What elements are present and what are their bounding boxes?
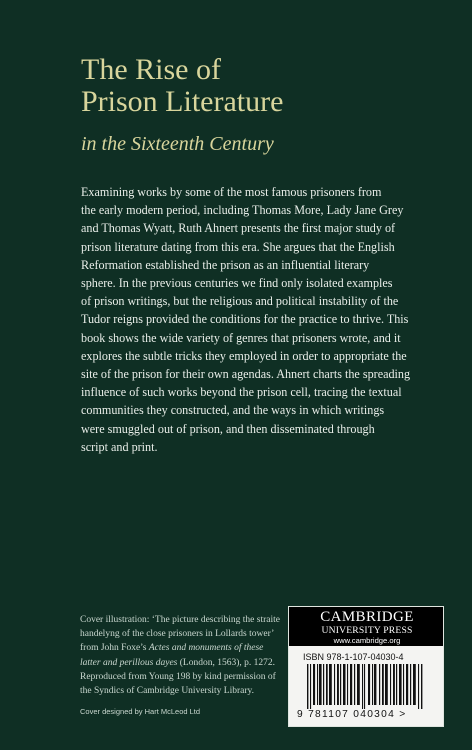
- publisher-name: CAMBRIDGE: [320, 609, 414, 625]
- description-line-9: book shows the wide variety of genres that prisoners wrote, and it: [81, 330, 401, 345]
- description-line-3: and Thomas Wyatt, Ruth Ahnert presents the first major study of: [81, 221, 396, 236]
- description-line-5: Reformation established the prison as an influential literary: [81, 257, 370, 272]
- cover-designer-credit: Cover designed by Hart McLeod Ltd: [80, 707, 201, 716]
- credit-line-4: [80, 656, 285, 670]
- description-line-7: of prison writings, but the religious and political instability of the: [81, 294, 399, 309]
- isbn-label: ISBN 978-1-107-04030-4: [303, 652, 404, 662]
- description-line-8: Tudor reigns provided the conditions for the practice to thrive. This: [81, 312, 409, 327]
- title-line-1: The Rise of: [81, 53, 221, 86]
- credit-source-title-part-2: latter and perillous dayes: [80, 657, 178, 668]
- description-line-11: site of the prison for their own agendas. Ahnert charts the spreading: [81, 367, 411, 382]
- description-line-6: sphere. In the previous centuries we find only isolated examples: [81, 276, 393, 291]
- description-line-1: Examining works by some of the most famous prisoners from: [81, 185, 382, 199]
- publisher-logo-bar: [289, 607, 444, 646]
- description-line-13: communities they constructed, and the ways in which writings: [81, 403, 385, 418]
- publisher-barcode-panel: [288, 606, 444, 727]
- publisher-subname: UNIVERSITY PRESS: [321, 625, 413, 636]
- title-line-2: Prison Literature: [81, 85, 284, 118]
- barcode-digits: 9 781107 040304 >: [297, 709, 407, 720]
- credit-source-details: (London, 1563), p. 1272.: [177, 657, 276, 668]
- credit-source-title-part-1: Actes and monuments of these: [148, 643, 264, 654]
- credit-line-1: Cover illustration: ‘The picture describing the straite: [80, 615, 280, 625]
- credit-line-6: the Syndics of Cambridge University Library.: [80, 686, 255, 697]
- description-line-12: influence of such works beyond the prison cell, tracing the textual: [81, 385, 402, 400]
- book-title: [81, 54, 441, 118]
- book-subtitle: in the Sixteenth Century: [81, 133, 274, 155]
- description-line-15: script and print.: [81, 439, 158, 454]
- cover-illustration-credit: [80, 613, 285, 698]
- description-line-14: were smuggled out of prison, and then disseminated through: [81, 421, 375, 436]
- credit-line-2: handelyng of the close prisoners in Lollards tower’: [80, 629, 275, 640]
- publisher-url: www.cambridge.org: [333, 636, 401, 645]
- description-line-2: the early modern period, including Thomas More, Lady Jane Grey: [81, 203, 404, 218]
- credit-line-5: Reproduced from Young 198 by kind permission of: [80, 671, 276, 682]
- credit-line-3: [80, 641, 285, 655]
- description-line-4: prison literature dating from this era. She argues that the English: [81, 239, 395, 254]
- credit-source-prefix: from John Foxe’s: [80, 643, 149, 654]
- description-line-10: explores the subtle tricks they employed in order to appropriate the: [81, 348, 407, 363]
- book-description: [81, 183, 436, 456]
- barcode-icon: [301, 664, 433, 712]
